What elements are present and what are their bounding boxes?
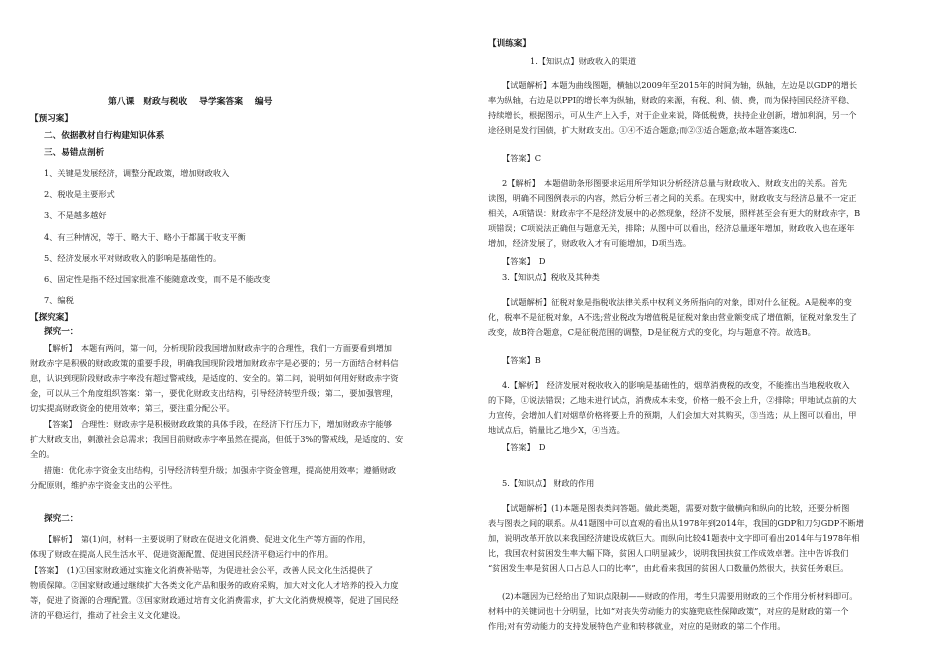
paragraph-line: 【答案】 合理性：财政赤字是积极财政政策的具体手段，在经济下行压力下，增加财政赤字能够 xyxy=(44,419,392,429)
paragraph-line: 【解析】 本题有两问，第一问，分析现阶段我国增加财政赤字的合理性，我们一方面要看到增加 xyxy=(44,343,392,353)
paragraph-line: 2【解析】 本题借助条形图要求运用所学知识分析经济总量与财政收入、财政支出的关系。首先 xyxy=(502,178,847,188)
paragraph-line: 分配原则，维护赤字资金支出的公平性。 xyxy=(30,480,178,490)
section-3-heading: 三、易错点剖析 xyxy=(44,148,105,158)
paragraph-line: 作用;对有劳动能力的支持发展特色产业和转移就业，对应的是财政的第二个作用。 xyxy=(488,621,786,631)
list-item: 4、有三种情况，等于、略大于、略小于都属于收支平衡 xyxy=(44,232,246,242)
paragraph-line: (2)本题因为已经给出了知识点限制——财政的作用，考生只需要用财政的三个作用分析材料即可。 xyxy=(502,591,858,601)
paragraph-line: 持续增长，根据图示，可从生产上入手，对于企业来说，降低税费，扶持企业创新，增加利润，另一个 xyxy=(488,110,857,120)
paragraph-line: 金，可以从三个角度组织答案：第一，要优化财政支出结构，引导经济转型升级；第二，要加强管理， xyxy=(30,388,399,398)
answer-line: 【答案】B xyxy=(502,355,541,365)
paragraph-line: 4.【解析】 经济发展对税收收入的影响是基础性的，烟草消费税的改变，不能推出当地税收收入 xyxy=(502,380,850,390)
paragraph-line: 增加，经济发展了，财政收入才有可能增加，D项当选。 xyxy=(488,238,692,248)
paragraph-line: 相关，A项错误：财政赤字不是经济发展中的必然现象，经济不发展，照样甚至会有更大的财政赤字，B xyxy=(488,208,861,218)
paragraph-line: 【试题解析】征税对象是指税收法律关系中权利义务所指向的对象，即对什么征税。A是税率的变 xyxy=(502,297,852,307)
list-item: 3、不是越多越好 xyxy=(44,210,107,220)
paragraph-line: 【答案】 (1)①国家财政通过实施文化消费补贴等，为促进社会公平，改善人民文化生活提供了 xyxy=(30,565,374,575)
paragraph-line: 项错误；C项说法正确但与题意无关，排除；从图中可以看出，经济总量逐年增加，财政收入也在逐年 xyxy=(488,223,855,233)
paragraph-line: 表与图表之间的联系。从41题图中可以直观的看出从1978年到2014年，我国的GDP和刀匀GDP不断增 xyxy=(488,518,864,528)
paragraph-line: 切实提高财政资金的使用效率；第三，要注重分配公平。 xyxy=(30,403,235,413)
paragraph-line: 扩大财政支出，刺激社会总需求；我国目前财政赤字率虽然在提高，但低于3%的警戒线，是适度的、安 xyxy=(30,434,404,444)
list-item: 1、关键是发展经济，调整分配政策，增加财政收入 xyxy=(44,168,230,178)
list-item: 7、编税 xyxy=(44,295,74,305)
paragraph-line: 比，我国农村贫困发生率大幅下降，贫困人口明显减少，说明我国扶贫工作成效卓著。注中告诉我们 xyxy=(488,548,849,558)
paragraph-line: 息，认识到现阶段财政赤字率没有超过警戒线，是适度的、安全的。第二问，说明如何用好财政赤字资 xyxy=(30,373,399,383)
list-item: 6、固定性是指不经过国家批准不能随意改变，而不是不能改变 xyxy=(44,274,271,284)
paragraph-line: 读图，明确不同图例表示的内容，然后分析三者之间的关系。在现实中，财政收支与经济总量不一定正 xyxy=(488,193,857,203)
paragraph-line: 材料中的关键词也十分明显，比如“对丧失劳动能力的实施兜底性保障政策”，对应的是财政的第一个 xyxy=(488,606,849,616)
paragraph-line: 等，促进了资源的合理配置。③国家财政通过培育文化消费需求，扩大文化消费规模等，促进了国民经 xyxy=(30,595,399,605)
paragraph-line: 济的平稳运行，推动了社会主义文化建设。 xyxy=(30,610,186,620)
paragraph-line: 加，说明改革开放以来我国经济建设成就巨大。而纵向比较41题表中文字即可看出2014年与1978年相 xyxy=(488,533,860,543)
paragraph-line: 措施：优化赤字资金支出结构，引导经济转型升级；加强赤字资金管理，提高使用效率；遵循财政 xyxy=(44,465,397,475)
paragraph-line: 【试题解析】本题为曲线图题，横轴以2009年至2015年的时间为轴，纵轴，左边是以GDP的增长 xyxy=(502,80,858,90)
list-item: 2、税收是主要形式 xyxy=(44,189,115,199)
answer-line: 【答案】 D xyxy=(502,442,546,452)
explore-2-heading: 探究二： xyxy=(44,514,79,524)
answer-line: 【答案】C xyxy=(502,153,542,163)
paragraph-line: 全的。 xyxy=(30,449,55,459)
knowledge-point: 1.【知识点】财政收入的渠道 xyxy=(530,56,637,66)
document-title: 第八课 财政与税收 导学案答案 编号 xyxy=(108,97,273,107)
explore-1-heading: 探究一： xyxy=(44,327,79,337)
paragraph-line: “贫困发生率是贫困人口占总人口的比率”，由此看来我国的贫困人口数量仍然很大，扶贫任务艰巨。 xyxy=(488,563,849,573)
section-2-heading: 二、依据教材自行构建知识体系 xyxy=(44,131,165,141)
paragraph-line: 的下降，①说法错误；乙地未进行试点，消费成本未变，价格一般不会上升，②排除；甲地试点前的大 xyxy=(488,395,857,405)
paragraph-line: 力宣传，会增加人们对烟草价格将要上升的预期，人们会加大对其购买，③当选；从上图可以看出，甲 xyxy=(488,410,857,420)
paragraph-line: 体现了财政在提高人民生活水平、促进资源配置、促进国民经济平稳运行中的作用。 xyxy=(30,549,333,559)
paragraph-line: 率为纵轴，右边是以PPI的增长率为纵轴，财政的来源，有税、利、债、费，而为保持国民经济平稳、 xyxy=(488,95,855,105)
paragraph-line: 途径则是发行国债，扩大财政支出。①④不适合题意;而②③适合题意;故本题答案选C. xyxy=(488,125,797,135)
explore-header: 【探究案】 xyxy=(30,313,73,323)
knowledge-point: 5.【知识点】 财政的作用 xyxy=(502,478,595,488)
preview-header: 【预习案】 xyxy=(30,114,73,124)
paragraph-line: 改变，故B符合题意，C是征税范围的调整，D是征税方式的变化，均与题意不符。故选B。 xyxy=(488,327,816,337)
paragraph-line: 化，税率不是征税对象，A不选;营业税改为增值税是征税对象由营业额变成了增值额，征税对象发生了 xyxy=(488,312,857,322)
knowledge-point: 3.【知识点】税收及其种类 xyxy=(502,272,600,282)
paragraph-line: 地试点后，销量比乙地少X，④当选。 xyxy=(488,425,625,435)
paragraph-line: 物质保障。②国家财政通过继续扩大各类文化产品和服务的政府采购，加大对文化人才培养的投入力度 xyxy=(30,580,399,590)
paragraph-line: 财政赤字是积极的财政政策的重要手段，明确我国现阶段增加财政赤字是必要的；另一方面结合材料信 xyxy=(30,358,399,368)
paragraph-line: 【解析】 第(1)问，材料一主要说明了财政在促进文化消费、促进文化生产等方面的作用， xyxy=(44,534,371,544)
paragraph-line: 【试题解析】(1)本题是图表类问答题。做此类题，需要对数字做横向和纵向的比较，还要分析图 xyxy=(502,503,850,513)
list-item: 5、经济发展水平对财政收入的影响是基础性的。 xyxy=(44,253,222,263)
answer-line: 【答案】 D xyxy=(502,256,546,266)
training-header: 【训练案】 xyxy=(488,39,531,49)
